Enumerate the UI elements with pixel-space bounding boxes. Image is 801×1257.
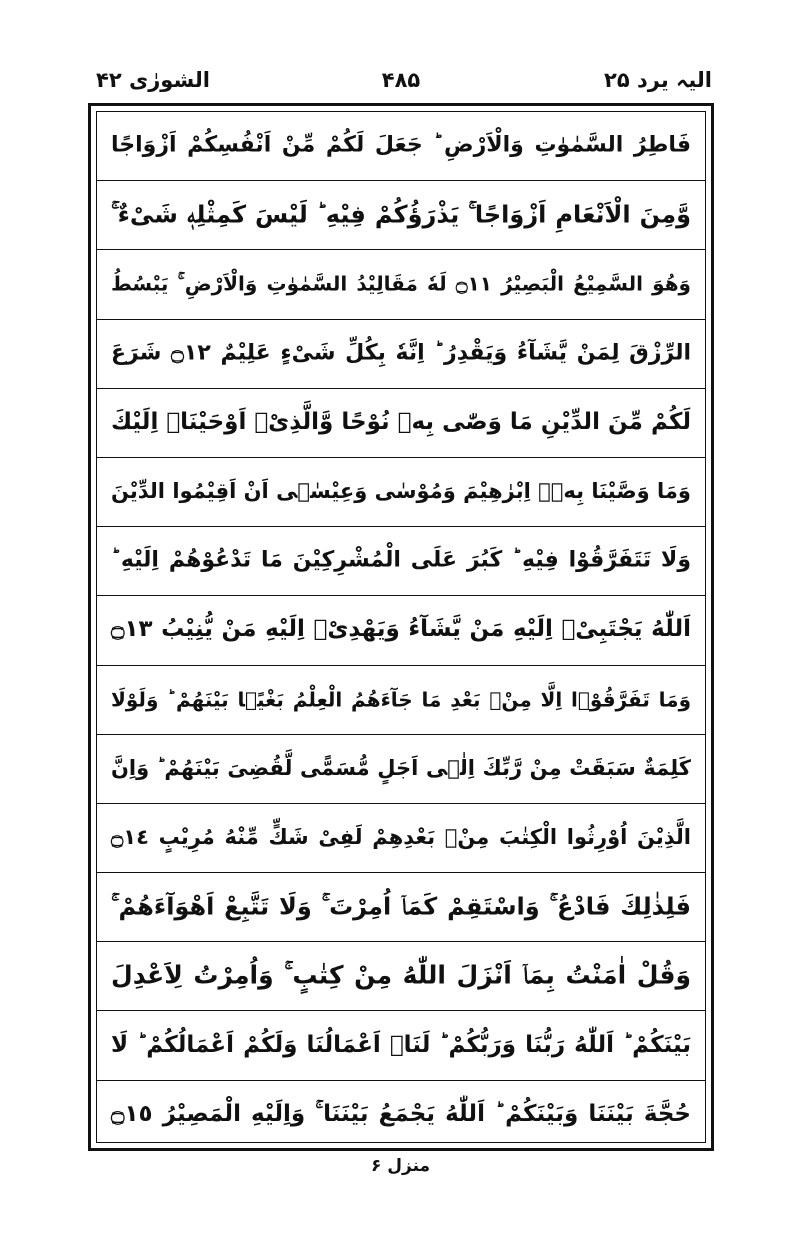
text-line (97, 873, 705, 942)
verse-text: الَّذِيْنَ اُوْرِثُوا الْكِتٰبَ مِنْۢ بَعْدِهِمْ لَفِیْ شَكٍّ مِّنْهُ مُرِيْبٍ ۝١٤ (111, 824, 691, 849)
page-border-outer (88, 103, 714, 1151)
surah-name-header: الشورٰی ۴۲ (96, 68, 210, 92)
text-line (97, 112, 705, 181)
verse-text: لَكُمْ مِّنَ الدِّيْنِ مَا وَصّٰى بِهٖ نُوْحًا وَّالَّذِیْۤ اَوْحَيْنَاۤ اِلَيْكَ (111, 408, 691, 435)
verse-text: فَاطِرُ السَّمٰوٰتِ وَالْاَرْضِ ؕ جَعَلَ لَكُمْ مِّنْ اَنْفُسِكُمْ اَزْوَاجًا (111, 132, 691, 158)
text-line (97, 527, 705, 596)
verse-text: اَللّٰهُ يَجْتَبِیْۤ اِلَيْهِ مَنْ يَّشَآءُ وَيَهْدِیْۤ اِلَيْهِ مَنْ يُّنِيْبُ ۝١٣ (111, 616, 691, 643)
text-line (97, 596, 705, 665)
text-line (97, 804, 705, 873)
verse-text: فَلِذٰلِكَ فَادْعُ ۚ وَاسْتَقِمْ كَمَاۤ اُمِرْتَ ۚ وَلَا تَتَّبِعْ اَهْوَآءَهُمْ ۚ (111, 892, 691, 921)
verse-text: حُجَّةَ بَيْنَنَا وَبَيْنَكُمْ ؕ اَللّٰهُ يَجْمَعُ بَيْنَنَا ۚ وَاِلَيْهِ الْمَصِيْرُ ۝١٥ (111, 1101, 691, 1128)
text-line (97, 942, 705, 1011)
verse-text: وَّمِنَ الْاَنْعَامِ اَزْوَاجًا ۚ يَذْرَؤُكُمْ فِيْهِ ؕ لَيْسَ كَمِثْلِهٖ شَیْءٌ ۚ (111, 200, 691, 229)
text-line (97, 458, 705, 527)
verse-text: وَمَا وَصَّيْنَا بِهٖۤ اِبْرٰهِيْمَ وَمُوْسٰى وَعِيْسٰۤى اَنْ اَقِيْمُوا الدِّيْنَ (111, 479, 691, 504)
verse-text: وَلَا تَتَفَرَّقُوْا فِيْهِ ؕ كَبُرَ عَلَى الْمُشْرِكِيْنَ مَا تَدْعُوْهُمْ اِلَيْهِ ؕ (111, 547, 691, 573)
verse-text: كَلِمَةٌ سَبَقَتْ مِنْ رَّبِّكَ اِلٰۤى اَجَلٍ مُّسَمًّى لَّقُضِیَ بَيْنَهُمْ ؕ وَاِنَّ (111, 755, 691, 780)
text-line (97, 735, 705, 804)
text-line (97, 666, 705, 735)
verse-text: وَقُلْ اٰمَنْتُ بِمَاۤ اَنْزَلَ اللّٰهُ مِنْ كِتٰبٍ ۚ وَاُمِرْتُ لِاَعْدِلَ (111, 961, 691, 991)
text-line (97, 1011, 705, 1080)
text-line (97, 320, 705, 389)
juz-name-header: الیہ یرد ۲۵ (604, 68, 712, 92)
page-number: ۴۸۵ (381, 68, 421, 92)
page-header (88, 66, 714, 106)
verse-text: وَهُوَ السَّمِيْعُ الْبَصِيْرُ ۝١١ لَهٗ مَقَالِيْدُ السَّمٰوٰتِ وَالْاَرْضِ ۚ يَبْسُطُ (111, 272, 691, 297)
verse-text: وَمَا تَفَرَّقُوْۤا اِلَّا مِنْۢ بَعْدِ مَا جَآءَهُمُ الْعِلْمُ بَغْيًۢا بَيْنَهُمْ ؕ وَلَوْلَا (111, 687, 691, 712)
verse-text: بَيْنَكُمْ ؕ اَللّٰهُ رَبُّنَا وَرَبُّكُمْ ؕ لَنَاۤ اَعْمَالُنَا وَلَكُمْ اَعْمَالُكُمْ ؕ لَا (111, 1031, 691, 1058)
text-line (97, 1081, 705, 1150)
text-line (97, 389, 705, 458)
manzil-footer: منزل ۶ (370, 1156, 431, 1176)
text-line (97, 250, 705, 319)
verse-text: الرِّزْقَ لِمَنْ يَّشَآءُ وَيَقْدِرُ ؕ اِنَّهٗ بِكُلِّ شَیْءٍ عَلِيْمٌ ۝١٢ شَرَعَ (111, 340, 691, 366)
text-line (97, 181, 705, 250)
text-lines (97, 112, 705, 1142)
page-border-inner (96, 111, 706, 1143)
